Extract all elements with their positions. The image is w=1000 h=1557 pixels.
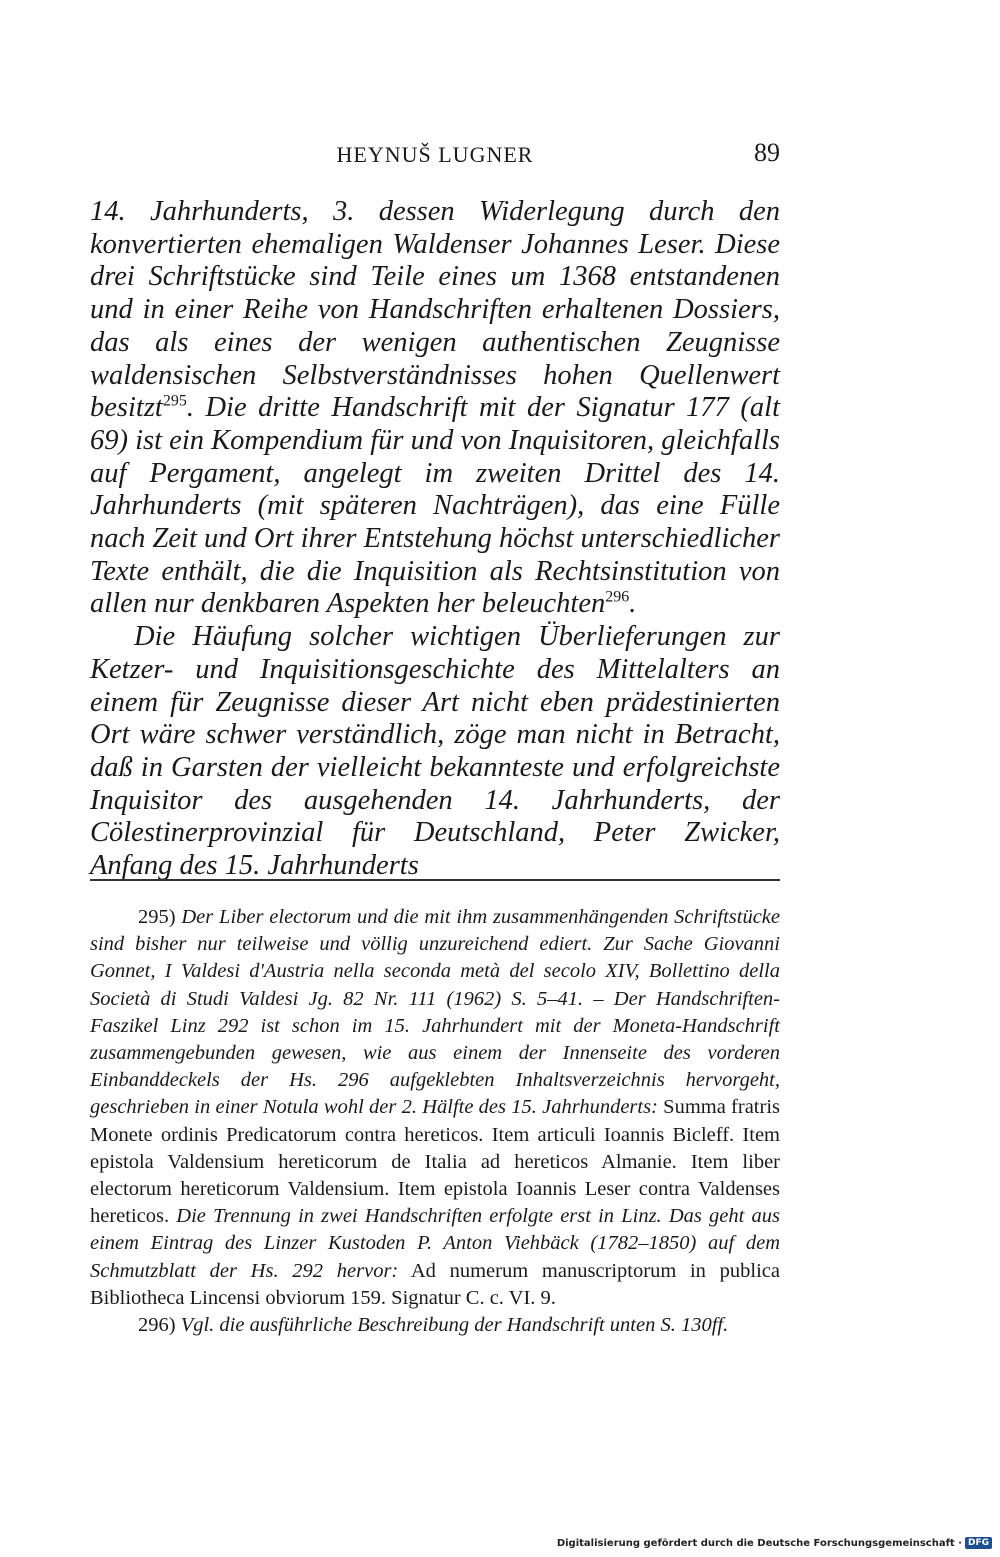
dfg-logo-icon: DFG: [965, 1537, 992, 1549]
running-head: HEYNUŠ LUGNER: [336, 142, 534, 167]
footnote-number: 296): [138, 1314, 176, 1337]
footnote-296-text: Vgl. die ausführliche Beschreibung der Handschrift unten S. 130ff.: [180, 1314, 729, 1337]
main-text: [90, 196, 780, 883]
footnote-295: [90, 904, 780, 1312]
footnote-divider: [90, 879, 780, 881]
paragraph-1-part-a: 14. Jahrhunderts, 3. dessen Widerlegung durch den konvertierten ehemaligen Waldenser Johannes Leser. Diese drei Schriftstücke sind Teile eines um 1368 entstandenen und in einer Reihe von Handschriften erhaltenen Dossiers, das als eines der wenigen authentischen Zeugnisse waldensischen Selbstverständnisses hohen Quellenwert besitzt: [90, 196, 780, 424]
paragraph-1-part-c: .: [629, 588, 637, 620]
footnote-295-part-3: Die Trennung in zwei Handschriften erfolgte erst in Linz. Das geht aus einem Eintrag des Linzer Kustoden P. Anton Viehbäck (1782–1850) auf dem Schmutzblatt der Hs. 292 hervor:: [90, 1205, 780, 1282]
credit-text: Digitalisierung gefördert durch die Deutsche Forschungsgemeinschaft ·: [556, 1537, 962, 1549]
footnote-296: [90, 1312, 780, 1339]
paragraph-2: Die Häufung solcher wichtigen Überlieferungen zur Ketzer- und Inquisitionsgeschichte des Mittelalters an einem für Zeugnisse dieser Art nicht eben prädestinierten Ort wäre schwer verständlich, zöge man nicht in Betracht, daß in Garsten der vielleicht bekannteste und erfolgreichste Inquisitor des ausgehenden 14. Jahrhunderts, der Cölestinerprovinzial für Deutschland, Peter Zwicker, Anfang des 15. Jahrhunderts: [90, 621, 780, 882]
page-header: [90, 136, 780, 172]
paragraph-1: [90, 196, 780, 621]
paragraph-1-part-b: . Die dritte Handschrift mit der Signatur 177 (alt 69) ist ein Kompendium für und von Inquisitoren, gleichfalls auf Pergament, angelegt im zweiten Drittel des 14. Jahrhunderts (mit späteren Nachträgen), das eine Fülle nach Zeit und Ort ihrer Entstehung höchst unterschiedlicher Texte enthält, die die Inquisition als Rechtsinstitution von allen nur denkbaren Aspekten her beleuchten: [90, 392, 781, 620]
footnote-ref-295: 295: [162, 392, 187, 410]
footnote-295-part-4: Ad numerum manuscriptorum in publica Bibliotheca Lincensi obviorum 159. Signatur C. c. VI. 9.: [90, 1259, 780, 1309]
footnote-295-part-2: Summa fratris Monete ordinis Predicatorum contra hereticos. Item articuli Ioannis Bicleff. Item epistola Valdensium hereticorum de Italia ad hereticos Almanie. Item liber electorum hereticorum Valdensium. Item epistola Ioannis Leser contra Valdenses hereticos.: [90, 1096, 781, 1228]
footnote-ref-296: 296: [605, 588, 630, 606]
footnotes: [90, 904, 780, 1339]
page-number: 89: [754, 138, 780, 167]
footnote-295-part-1: Der Liber electorum und die mit ihm zusammenhängenden Schriftstücke sind bisher nur teilweise und völlig unzureichend ediert. Zur Sache Giovanni Gonnet, I Valdesi d'Austria nella seconda metà del secolo XIV, Bollettino della Società di Studi Valdesi Jg. 82 Nr. 111 (1962) S. 5–41. – Der Handschriften-Faszikel Linz 292 ist schon im 15. Jahrhundert mit der Moneta-Handschrift zusammengebunden gewesen, wie aus einem der Innenseite des vorderen Einbanddeckels der Hs. 296 aufgeklebten Inhaltsverzeichnis hervorgeht, geschrieben in einer Notula wohl der 2. Hälfte des 15. Jahrhunderts:: [90, 906, 780, 1119]
digitization-credit: [557, 1537, 992, 1549]
footnote-number: 295): [138, 906, 176, 928]
